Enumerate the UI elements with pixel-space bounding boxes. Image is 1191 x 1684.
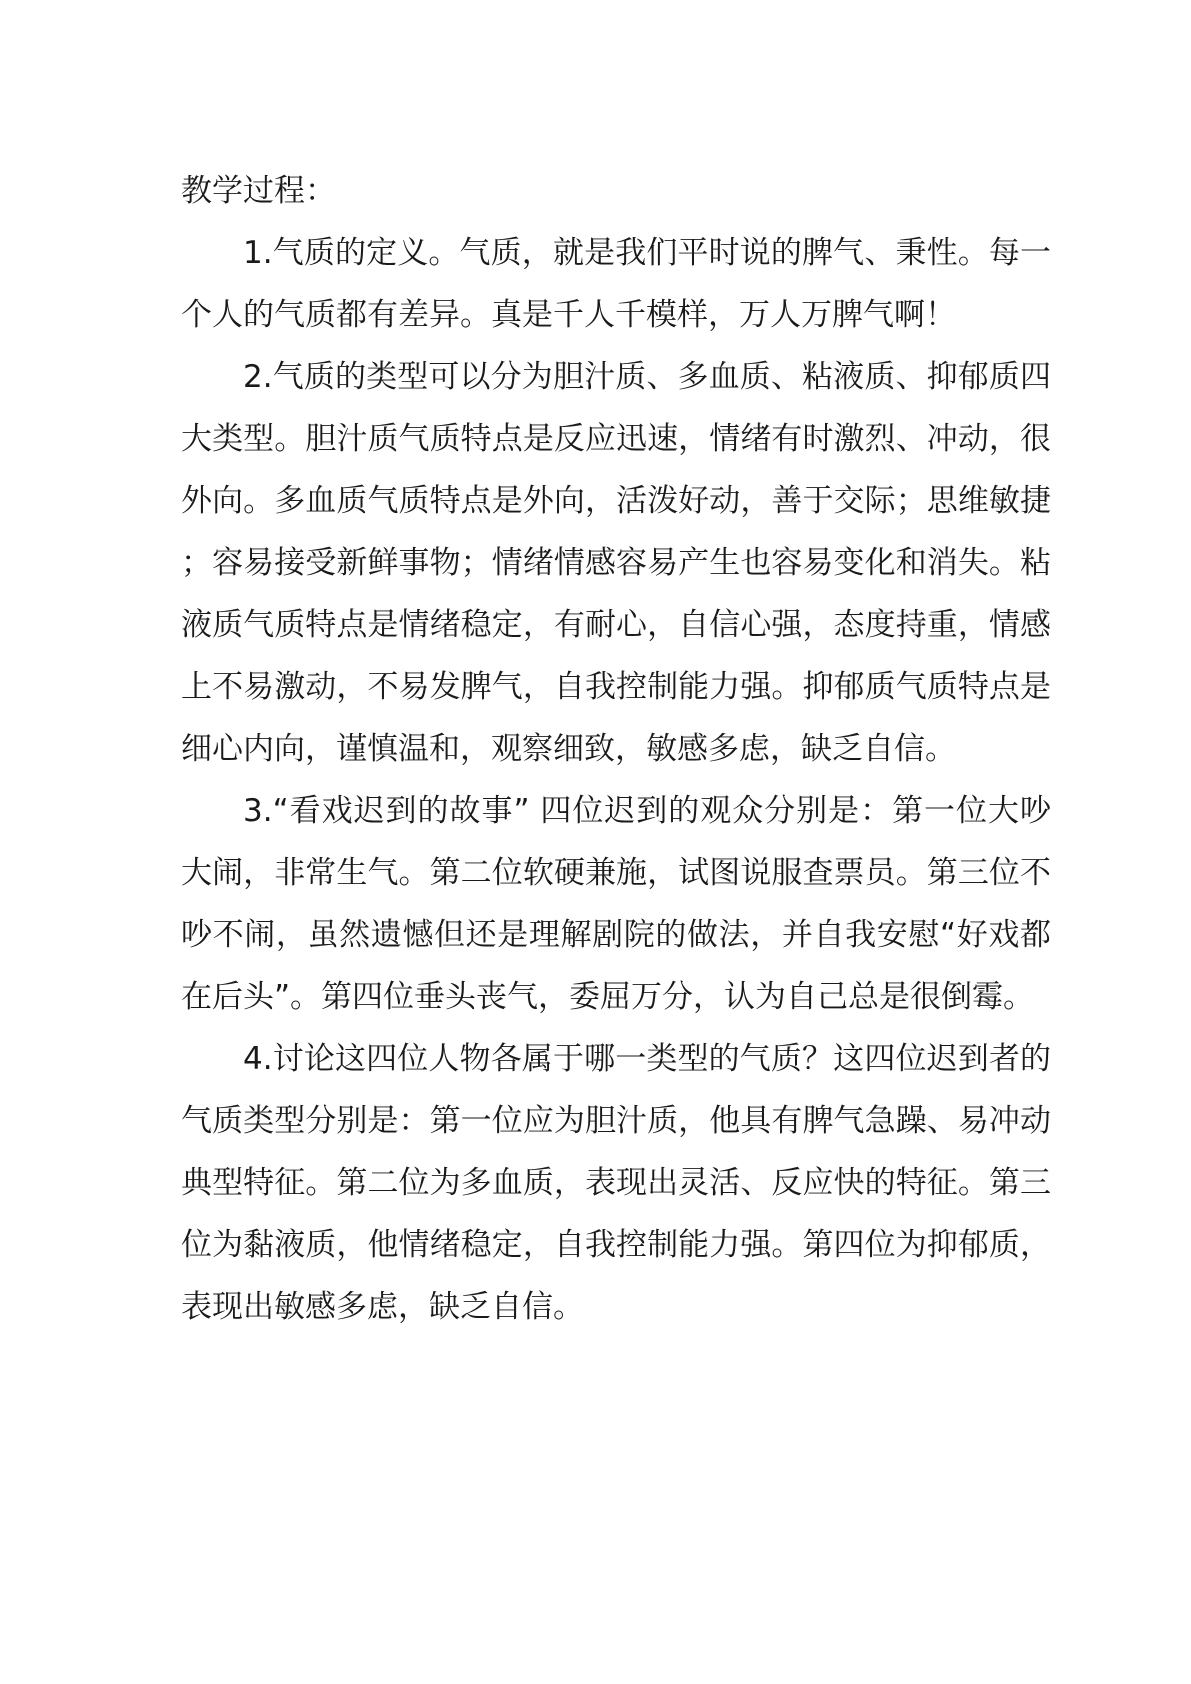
paragraph-discussion: 4.讨论这四位人物各属于哪一类型的气质？这四位迟到者的气质类型分别是：第一位应为胆汁质，他具有脾气急躁、易冲动典型特征。第二位为多血质，表现出灵活、反应快的特征。第三位为黏液质，他情绪稳定，自我控制能力强。第四位为抑郁质，表现出敏感多虑，缺乏自信。 — [181, 1041, 1051, 1325]
section-heading: 教学过程： — [181, 173, 336, 209]
document-page — [181, 160, 1051, 1338]
paragraph-story: 3.“看戏迟到的故事” 四位迟到的观众分别是：第一位大吵大闹，非常生气。第二位软硬兼施，试图说服查票员。第三位不吵不闹，虽然遗憾但还是理解剧院的做法，并自我安慰“好戏都在后头”。第四位垂头丧气，委屈万分，认为自己总是很倒霉。 — [181, 793, 1051, 1015]
paragraph-definition: 1.气质的定义。气质，就是我们平时说的脾气、秉性。每一个人的气质都有差异。真是千人千模样，万人万脾气啊！ — [181, 235, 1051, 333]
paragraph-types: 2.气质的类型可以分为胆汁质、多血质、粘液质、抑郁质四大类型。胆汁质气质特点是反应迅速，情绪有时激烈、冲动，很外向。多血质气质特点是外向，活泼好动，善于交际；思维敏捷；容易接受新鲜事物；情绪情感容易产生也容易变化和消失。粘液质气质特点是情绪稳定，有耐心，自信心强，态度持重，情感上不易激动，不易发脾气，自我控制能力强。抑郁质气质特点是细心内向，谨慎温和，观察细致，敏感多虑，缺乏自信。 — [181, 359, 1051, 767]
